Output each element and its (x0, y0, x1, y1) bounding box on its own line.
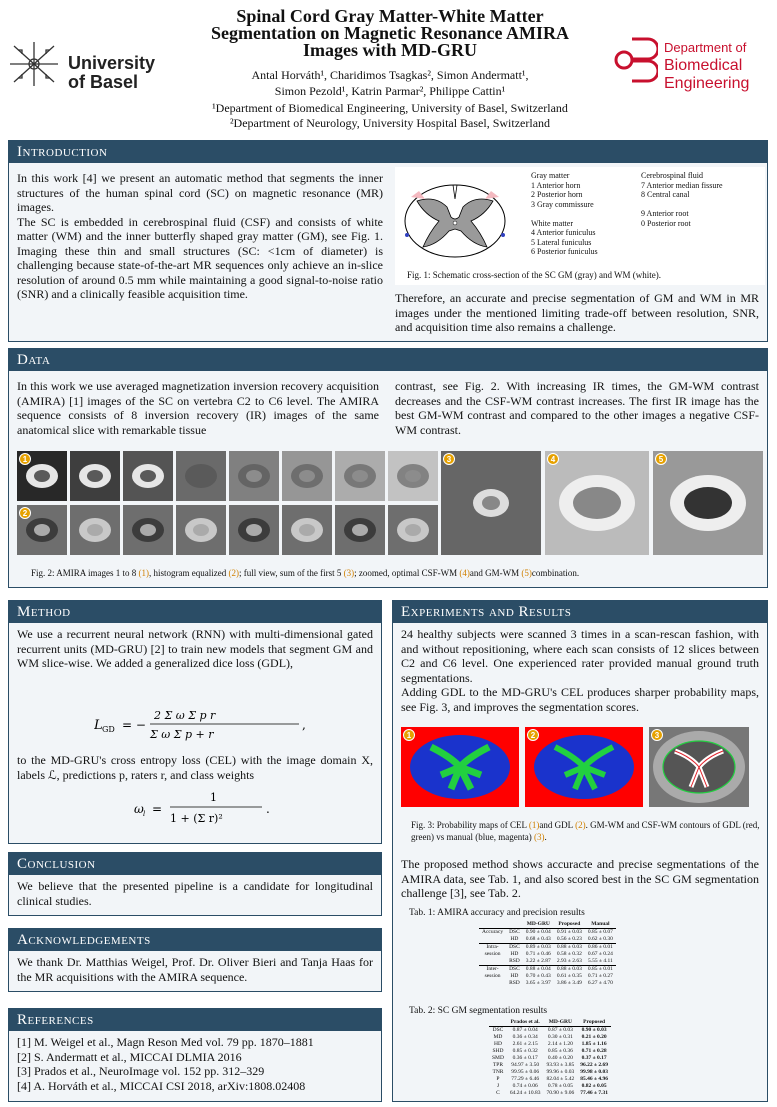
table-cell: 85.46 ± 4.96 (580, 1076, 609, 1082)
acknowledgements-text: We thank Dr. Matthias Weigel, Prof. Dr. Oliver Bieri and Tanja Haas for the MR acquisitions with the AMIRA sequence. (17, 955, 373, 984)
caption-part: , histogram equalized (149, 568, 229, 578)
legend-item: 0 Posterior root (641, 218, 691, 228)
svg-text:l: l (143, 810, 146, 818)
amira-large-image (653, 451, 763, 555)
amira-image-thumbnail (282, 505, 332, 555)
table-cell: 0.56 ± 0.23 (556, 936, 582, 942)
amira-image-thumbnail (176, 505, 226, 555)
experiments-heading: Experiments and Results (393, 601, 767, 623)
caption-part: . (544, 832, 547, 842)
legend-item: 4 Anterior funiculus (531, 228, 596, 237)
table-cell: J (496, 1083, 500, 1089)
title-line1: Spinal Cord Gray Matter-White Matter (236, 6, 544, 26)
table-cell: 96.22 ± 2.69 (580, 1062, 609, 1068)
table-cell: DSC (509, 966, 520, 972)
table-cell: 0.90 ± 0.03 (581, 1027, 607, 1033)
spinal-cord-slice (70, 505, 120, 555)
table-header-cell: Prados et al. (510, 1019, 540, 1025)
svg-text:1 + (Σ r)²: 1 + (Σ r)² (170, 812, 223, 825)
table-row (489, 1034, 611, 1041)
table-row (489, 1048, 611, 1055)
references-list (9, 1031, 381, 1097)
references-heading: References (9, 1009, 381, 1031)
table-body (479, 929, 616, 988)
legend-item: 6 Posterior funiculus (531, 247, 598, 256)
caption-part: ; zoomed, optimal CSF-WM (354, 568, 460, 578)
fig2-badge: 3 (443, 453, 455, 465)
sc-cross-section-diagram (397, 171, 527, 271)
amira-image-thumbnail (388, 451, 438, 501)
logo-right-line2: Biomedical (664, 57, 743, 74)
spinal-cord-slice (229, 451, 279, 501)
table-row (479, 958, 616, 966)
spinal-cord-slice (176, 505, 226, 555)
table-cell: 0.89 ± 0.03 (525, 944, 551, 950)
amira-image-thumbnail (17, 451, 67, 501)
spinal-cord-view (653, 451, 763, 555)
table-cell: 3.65 ± 3.97 (525, 980, 551, 986)
caption-ref: (2) (575, 820, 586, 830)
caption-part: Fig. 3: Probability maps of CEL (411, 820, 529, 830)
table-cell: 0.70 ± 0.43 (525, 973, 551, 979)
caption-part: and GDL (539, 820, 576, 830)
amira-image-thumbnail (388, 505, 438, 555)
authors (175, 67, 605, 99)
table-row (489, 1027, 611, 1035)
table-cell: 0.90 ± 0.04 (525, 929, 551, 935)
table-cell: Inter- (486, 966, 499, 972)
intro-paragraph-3: Therefore, an accurate and precise segmentation of GM and WM in MR images under the mentioned limiting trade-off between resolution, SNR, and acquisition time also remains a challenge. (395, 291, 759, 334)
introduction-section (8, 140, 768, 342)
data-text-col1: In this work we use averaged magnetization inversion recovery acquisition (AMIRA) [1] images of the SC on vertebra C2 to C6 level. The AMIRA sequence consists of 8 inversion recovery (IR) images of the same anatomical slice with remarkable tissue (17, 379, 379, 437)
amira-large-image (545, 451, 649, 555)
fig1-legend-col2 (641, 171, 761, 228)
caption-ref: (4) (459, 568, 470, 578)
acknowledgements-section (8, 928, 382, 992)
amira-image-thumbnail (176, 451, 226, 501)
table-cell: 0.37 ± 0.17 (581, 1055, 607, 1061)
table-cell: 0.36 ± 0.34 (512, 1034, 538, 1040)
spinal-cord-slice (176, 451, 226, 501)
table-cell: 0.71 ± 0.28 (581, 1048, 607, 1054)
table-cell: SMD (492, 1055, 504, 1061)
legend-item: 9 Anterior root (641, 209, 689, 218)
fig3-images (401, 727, 761, 807)
table-row (479, 944, 616, 952)
fig3-contours (649, 727, 749, 807)
table-cell: 6.27 ± 4.70 (587, 980, 613, 986)
amira-image-thumbnail (70, 505, 120, 555)
table-row (479, 936, 616, 944)
svg-text:,: , (302, 718, 306, 732)
table-cell: 0.88 ± 0.03 (556, 944, 582, 950)
amira-image-thumbnail (229, 505, 279, 555)
exp-paragraph-3: The proposed method shows accuracte and precise segmentations of the AMIRA data, see Tab. 1, and also scored best in the SC GM segmentation challenge [3], see Tab. 2. (401, 857, 759, 900)
table-cell: 0.67 ± 0.24 (587, 951, 613, 957)
table-cell: 1.85 ± 1.16 (581, 1041, 607, 1047)
legend-item: 5 Lateral funiculus (531, 237, 592, 247)
fig1-legend-col1 (531, 171, 641, 257)
table-cell: 0.62 ± 0.30 (587, 936, 613, 942)
table-cell: C (496, 1090, 500, 1096)
university-basel-logo (8, 40, 168, 92)
introduction-heading: Introduction (9, 141, 767, 163)
logo-right-line3: Engineering (664, 75, 750, 92)
data-section (8, 348, 768, 588)
svg-text:.: . (266, 802, 270, 816)
spinal-cord-view (545, 451, 649, 555)
table-cell: MD (493, 1034, 503, 1040)
weight-equation-graphic (134, 789, 304, 831)
table-cell: 5.55 ± 4.11 (587, 958, 613, 964)
table-2 (489, 1019, 611, 1097)
spinal-cord-slice (282, 505, 332, 555)
table-cell: 0.61 ± 0.35 (556, 973, 582, 979)
legend-item: 8 Central canal (641, 190, 690, 199)
method-section (8, 600, 382, 844)
table-cell: 99.96 ± 0.03 (546, 1069, 575, 1075)
table-cell: TNR (492, 1069, 504, 1075)
method-paragraph-1: We use a recurrent neural network (RNN) with multi-dimensional gated recurrent units (MD-GRU) [2] to train new models that segment GM and WM slice-wise. We added a generalized dice loss (GDL), (17, 627, 373, 670)
table-cell: RSD (509, 980, 520, 986)
logo-left-line1: University (68, 53, 156, 73)
table-cell: Intra- (486, 944, 499, 950)
table-cell: TPR (492, 1062, 503, 1068)
fig3-cel-map (401, 727, 519, 807)
table-cell: 82.04 ± 5.42 (546, 1076, 575, 1082)
caption-ref: (3) (343, 568, 355, 578)
spinal-cord-slice (123, 451, 173, 501)
svg-text:Σ ω Σ p + r: Σ ω Σ p + r (150, 728, 214, 741)
references-section (8, 1008, 382, 1102)
table-cell: 0.40 ± 0.20 (547, 1055, 573, 1061)
introduction-text (9, 167, 391, 306)
table-cell: 0.21 ± 0.20 (581, 1034, 607, 1040)
tab2-caption: Tab. 2: SC GM segmentation results (409, 1006, 548, 1016)
legend-item: 1 Anterior horn (531, 180, 581, 190)
table-cell: 0.68 ± 0.43 (525, 936, 551, 942)
caption-part: combination. (531, 568, 580, 578)
spinal-cord-slice (70, 451, 120, 501)
table-cell: 0.82 ± 0.05 (581, 1083, 607, 1089)
svg-text:GD: GD (102, 725, 115, 734)
caption-ref: (1) (528, 820, 540, 830)
table-cell: RSD (509, 958, 520, 964)
affiliations (175, 101, 605, 131)
logo-left-line2: of Basel (68, 72, 139, 92)
contour-overlay (649, 727, 749, 807)
table-cell: 0.87 ± 0.04 (512, 1027, 538, 1033)
experiments-section (392, 600, 768, 1102)
table-header-cell: Proposed (583, 1019, 606, 1025)
svg-text:2 Σ ω Σ p r: 2 Σ ω Σ p r (154, 709, 216, 722)
figure-1 (395, 167, 765, 285)
fig3-caption (411, 819, 761, 843)
table-cell: HD (510, 973, 519, 979)
fig1-caption: Fig. 1: Schematic cross-section of the SC GM (gray) and WM (white). (407, 270, 662, 280)
amira-image-thumbnail (335, 451, 385, 501)
caption-part: and GM-WM (469, 568, 522, 578)
caption-part: Fig. 2: AMIRA images 1 to 8 (31, 568, 139, 578)
table-cell: 3.22 ± 2.87 (525, 958, 551, 964)
amira-image-thumbnail (70, 451, 120, 501)
legend-item: 7 Anterior median fissure (641, 180, 723, 190)
table-cell: HD (510, 951, 519, 957)
amira-image-thumbnail (282, 451, 332, 501)
caption-part: ; full view, sum of the first 5 (239, 568, 344, 578)
table-header-cell (479, 921, 506, 929)
fig3-badge: 1 (403, 729, 415, 741)
table-cell: 3.86 ± 3.49 (556, 980, 582, 986)
table-1 (479, 921, 616, 987)
weight-equation (134, 789, 304, 831)
svg-text:=: = (152, 802, 163, 816)
amira-image-thumbnail (229, 451, 279, 501)
fig2-badge: 5 (655, 453, 667, 465)
acknowledgements-heading: Acknowledgements (9, 929, 381, 951)
fig3-badge: 2 (527, 729, 539, 741)
table-cell: HD (493, 1041, 502, 1047)
exp-paragraph-1: 24 healthy subjects were scanned 3 times in a scan-rescan fashion, with and without repositioning, where each scan consists of 12 slices between C2 and C6 level. One experienced rater provided manual ground truth segmentations. (401, 627, 759, 685)
amira-large-image (441, 451, 541, 555)
table-cell: 2.93 ± 2.63 (556, 958, 582, 964)
table-cell: SHD (492, 1048, 504, 1054)
table-row (489, 1055, 611, 1062)
table-cell: DSC (509, 944, 520, 950)
table-row (479, 980, 616, 987)
spinal-cord-slice (229, 505, 279, 555)
spinal-cord-slice (335, 505, 385, 555)
legend-spacer (531, 209, 641, 219)
spinal-cord-slice (388, 451, 438, 501)
legend-item: Cerebrospinal fluid (641, 171, 703, 180)
fig2-badge: 2 (19, 507, 31, 519)
table-cell: 0.85 ± 0.36 (547, 1048, 573, 1054)
table-row (489, 1041, 611, 1048)
intro-paragraph-2: The SC is embedded in cerebrospinal fluid (CSF) and consists of white matter (WM) and the inner butterfly shaped gray matter (GM), see Fig. 1. Imaging these thin and small structures (SC: <1cm of diameter) is challenging because state-of-the-art MR sequences only achieve an in-slice resolution of around 0.5 mm while maintaining a good signal-to-noise ratio (SNR) and a clinically feasible acquisition time. (17, 214, 383, 301)
table-header-cell: Manual (591, 921, 610, 927)
svg-text:L: L (94, 718, 103, 733)
table-cell: 0.87 ± 0.03 (547, 1027, 573, 1033)
table-cell: session (484, 973, 501, 979)
table-cell: 0.74 ± 0.06 (512, 1083, 538, 1089)
table-row (489, 1090, 611, 1097)
amira-image-thumbnail (123, 505, 173, 555)
method-paragraph-2: to the MD-GRU's cross entropy loss (CEL) with the image domain X, labels ℒ, predictions p, raters r, and class weights (17, 753, 373, 782)
caption-part: . GM-WM and CSF-WM contours of GDL (red, green) vs manual (blue, magenta) (411, 820, 760, 842)
table-cell: 77.29 ± 6.46 (511, 1076, 540, 1082)
gdl-probability-map (525, 727, 643, 807)
fig2-badge: 1 (19, 453, 31, 465)
table-header-row (489, 1019, 611, 1027)
legend-item: Gray matter (531, 171, 570, 180)
table-row (479, 966, 616, 974)
basel-emblem-icon (8, 40, 60, 88)
authors-line1: Antal Horváth¹, Charidimos Tsagkas², Simon Andermatt¹, (251, 68, 529, 82)
fig3-badge: 3 (651, 729, 663, 741)
table-cell: 2.14 ± 1.20 (547, 1041, 573, 1047)
reference-item: [3] Prados et al., NeuroImage vol. 152 pp. 312–329 (17, 1064, 265, 1078)
table-row (479, 951, 616, 958)
fig3-gdl-map (525, 727, 643, 807)
table-row (489, 1062, 611, 1069)
table-cell: 0.58 ± 0.32 (556, 951, 582, 957)
spinal-cord-slice (335, 451, 385, 501)
tab1-caption: Tab. 1: AMIRA accuracy and precision results (409, 908, 585, 918)
spinal-cord-slice (123, 505, 173, 555)
logo-right-line1: Department of (664, 40, 747, 55)
table-cell: 0.36 ± 0.17 (512, 1055, 538, 1061)
table-cell: 64.24 ± 10.83 (509, 1090, 541, 1096)
table-cell: 93.93 ± 3.85 (546, 1062, 575, 1068)
legend-spacer (641, 200, 761, 210)
poster-header (0, 0, 777, 138)
dbe-emblem-icon (612, 35, 658, 85)
table-cell (479, 936, 506, 944)
table-cell: HD (510, 936, 519, 942)
table-cell: 0.85 ± 0.32 (512, 1048, 538, 1054)
table-row (489, 1076, 611, 1083)
affiliation-2: ²Department of Neurology, University Hospital Basel, Switzerland (229, 116, 551, 130)
svg-text:= −: = − (122, 718, 146, 732)
table-cell: P (496, 1076, 500, 1082)
dbe-logo (612, 35, 772, 95)
spinal-cord-view (441, 451, 541, 555)
amira-image-thumbnail (335, 505, 385, 555)
legend-item: White matter (531, 218, 573, 228)
cel-probability-map (401, 727, 519, 807)
fig2-caption (31, 567, 761, 579)
table-cell: 0.86 ± 0.01 (587, 944, 613, 950)
table-cell: 2.61 ± 2.15 (512, 1041, 538, 1047)
table-cell: 0.30 ± 0.31 (547, 1034, 573, 1040)
intro-paragraph-1: In this work [4] we present an automatic method that segments the inner structures of the human spinal cord (SC) on magnetic resonance (MR) images. (17, 171, 383, 214)
caption-ref: (2) (228, 568, 239, 578)
svg-text:ω: ω (134, 802, 144, 816)
table-cell: session (484, 951, 501, 957)
fig2-badge: 4 (547, 453, 559, 465)
table-row (479, 973, 616, 980)
table-cell: 0.71 ± 0.27 (587, 973, 613, 979)
data-text-col2: contrast, see Fig. 2. With increasing IR times, the GM-WM contrast decreases and the CSF-WM contrast increases. The first IR image has the best GM-WM contrast and compared to the other images a negative CSF-WM contrast. (395, 379, 759, 437)
table-header-cell: Proposed (558, 921, 581, 927)
title-line2: Segmentation on Magnetic Resonance AMIRA (211, 23, 569, 43)
amira-image-thumbnail (123, 451, 173, 501)
authors-line2: Simon Pezold¹, Katrin Parmar², Philippe Cattin¹ (274, 84, 506, 98)
table-header-cell (489, 1019, 507, 1027)
reference-item: [4] A. Horváth et al., MICCAI CSI 2018, arXiv:1808.02408 (17, 1078, 306, 1093)
fig2-images (17, 451, 763, 563)
spinal-cord-slice (388, 505, 438, 555)
table-row (479, 929, 616, 937)
table-cell: 0.78 ± 0.05 (547, 1083, 573, 1089)
affiliation-1: ¹Department of Biomedical Engineering, University of Basel, Switzerland (212, 101, 568, 115)
gdl-equation (94, 705, 374, 745)
table-cell (479, 958, 506, 966)
table-cell: Accuracy (482, 929, 504, 935)
svg-text:1: 1 (210, 791, 217, 804)
reference-item: [1] M. Weigel et al., Magn Reson Med vol. 79 pp. 1870–1881 (17, 1035, 314, 1049)
table-header-cell (506, 921, 523, 929)
exp-paragraph-2: Adding GDL to the MD-GRU's CEL produces sharper probability maps, see Fig. 3, and improves the segmentation scores. (401, 685, 759, 714)
table-body (489, 1027, 611, 1098)
legend-item: 2 Posterior horn (531, 190, 583, 199)
table-cell: 94.97 ± 3.50 (511, 1062, 540, 1068)
reference-item: [2] S. Andermatt et al., MICCAI DLMIA 2016 (17, 1049, 242, 1064)
gdl-equation-graphic (94, 705, 374, 745)
table-cell: 99.98 ± 0.03 (580, 1069, 609, 1075)
table-cell: 77.46 ± 7.31 (580, 1090, 609, 1096)
poster-title (175, 8, 605, 59)
table-cell: 0.88 ± 0.03 (556, 966, 582, 972)
table-cell: 70.90 ± 9.06 (546, 1090, 575, 1096)
table-cell: DSC (509, 929, 520, 935)
conclusion-section (8, 852, 382, 916)
method-heading: Method (9, 601, 381, 623)
legend-item: 3 Gray commissure (531, 199, 594, 209)
table-cell: 0.91 ± 0.03 (556, 929, 582, 935)
data-heading: Data (9, 349, 767, 371)
table-cell: 0.88 ± 0.04 (525, 966, 551, 972)
table-cell: 0.85 ± 0.01 (587, 966, 613, 972)
amira-image-thumbnail (17, 505, 67, 555)
caption-ref: (3) (533, 832, 545, 842)
table-cell: 0.71 ± 0.46 (525, 951, 551, 957)
table-cell: 0.85 ± 0.07 (587, 929, 613, 935)
experiments-text (393, 623, 767, 718)
table-cell: 99.95 ± 0.06 (511, 1069, 540, 1075)
table-header-row (479, 921, 616, 929)
table-header-cell: MD-GRU (548, 1019, 572, 1025)
conclusion-text: We believe that the presented pipeline is a candidate for longitudinal clinical studies. (17, 879, 373, 908)
table-row (489, 1069, 611, 1076)
spinal-cord-slice (282, 451, 332, 501)
table-row (489, 1083, 611, 1090)
table-cell (479, 980, 506, 987)
title-line3: Images with MD-GRU (303, 40, 477, 60)
conclusion-heading: Conclusion (9, 853, 381, 875)
caption-ref: (1) (138, 568, 150, 578)
table-cell: DSC (492, 1027, 504, 1033)
caption-ref: (5) (521, 568, 532, 578)
table-header-cell: MD-GRU (526, 921, 550, 927)
